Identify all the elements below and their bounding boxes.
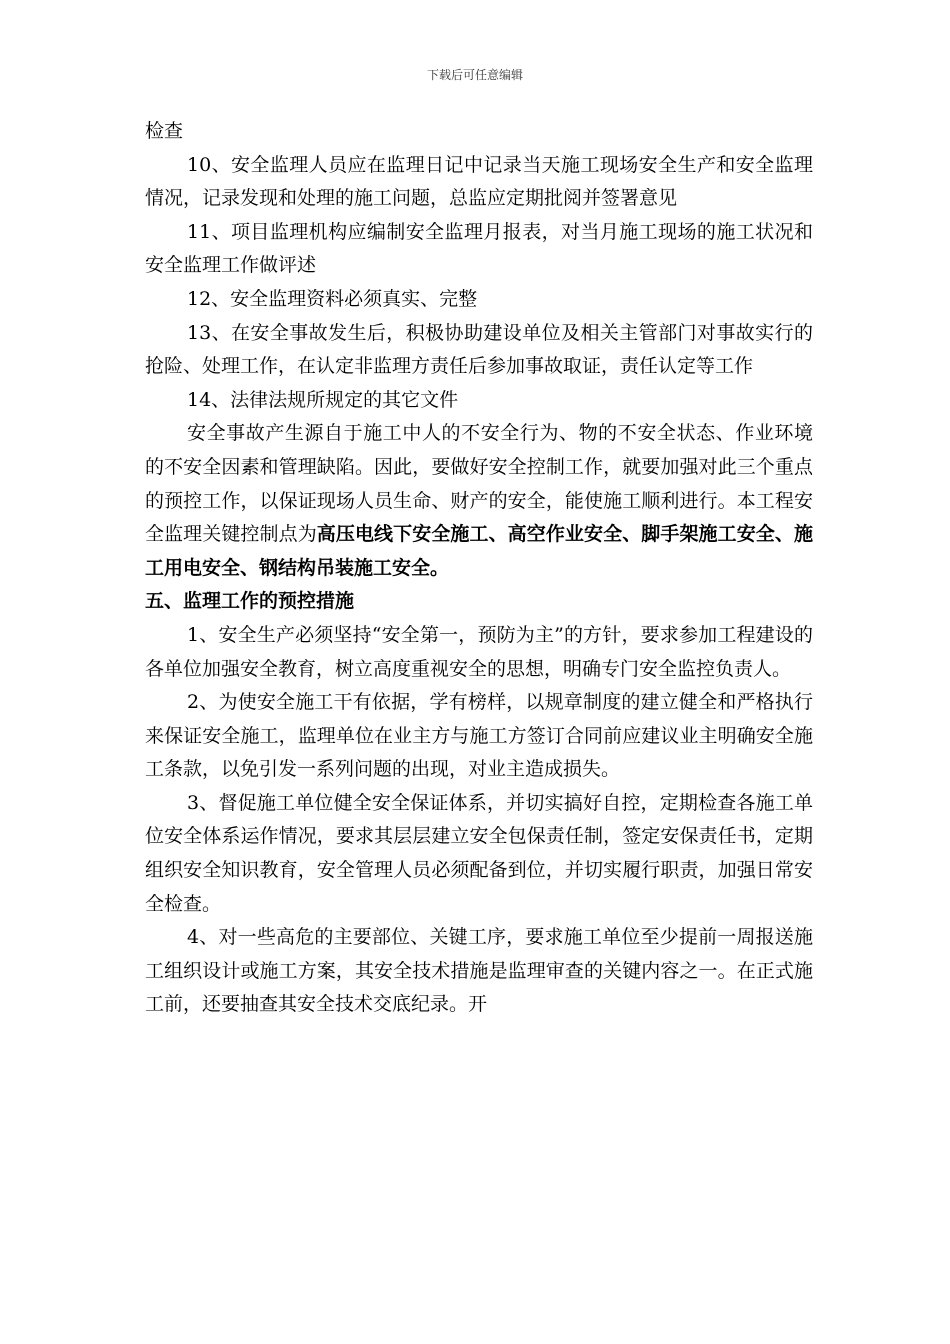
paragraph-item-13: 13、在安全事故发生后，积极协助建设单位及相关主管部门对事故实行的抢险、处理工作，在认定非监理方责任后参加事故取证，责任认定等工作: [145, 321, 813, 378]
document-body: [145, 115, 813, 1022]
measure-item-1: 1、安全生产必须坚持“安全第一，预防为主”的方针，要求参加工程建设的各单位加强安全教育，树立高度重视安全的思想，明确专门安全监控负责人。: [145, 623, 813, 680]
paragraph-key-control-points: [145, 417, 813, 585]
page-header: 下载后可任意编辑: [426, 68, 523, 82]
measure-item-2: 2、为使安全施工干有依据，学有榜样，以规章制度的建立健全和严格执行来保证安全施工，监理单位在业主方与施工方签订合同前应建议业主明确安全施工条款，以免引发一系列问题的出现，对业主造成损失。: [145, 691, 813, 781]
key-control-points-bold: 高压电线下安全施工、高空作业安全、脚手架施工安全、施工用电安全、钢结构吊装施工安全。: [145, 523, 813, 579]
paragraph-item-14: 14、法律法规所规定的其它文件: [187, 388, 459, 411]
section-heading: 五、监理工作的预控措施: [145, 590, 355, 613]
paragraph-continuation: 检查: [145, 120, 184, 142]
paragraph-item-10: 10、安全监理人员应在监理日记中记录当天施工现场安全生产和安全监理情况，记录发现和处理的施工问题，总监应定期批阅并签署意见: [145, 153, 813, 210]
paragraph-item-11: 11、项目监理机构应编制安全监理月报表，对当月施工现场的施工状况和安全监理工作做评述: [145, 220, 813, 277]
measure-item-3: 3、督促施工单位健全安全保证体系，并切实搞好自控，定期检查各施工单位安全体系运作情况，要求其层层建立安全包保责任制，签定安保责任书，定期组织安全知识教育，安全管理人员必须配备到位，并切实履行职责，加强日常安全检查。: [145, 791, 813, 915]
key-paragraph-text: 安全事故产生源自于施工中人的不安全行为、物的不安全状态、作业环境的不安全因素和管理缺陷。因此，要做好安全控制工作，就要加强对此三个重点的预控工作，以保证现场人员生命、财产的安全，能使施工顺利进行。本工程安全监理关键控制点为: [145, 422, 813, 546]
measure-item-4: 4、对一些高危的主要部位、关键工序，要求施工单位至少提前一周报送施工组织设计或施工方案，其安全技术措施是监理审查的关键内容之一。在正式施工前，还要抽查其安全技术交底纪录。开: [145, 926, 813, 1016]
paragraph-item-12: 12、安全监理资料必须真实、完整: [187, 287, 478, 310]
